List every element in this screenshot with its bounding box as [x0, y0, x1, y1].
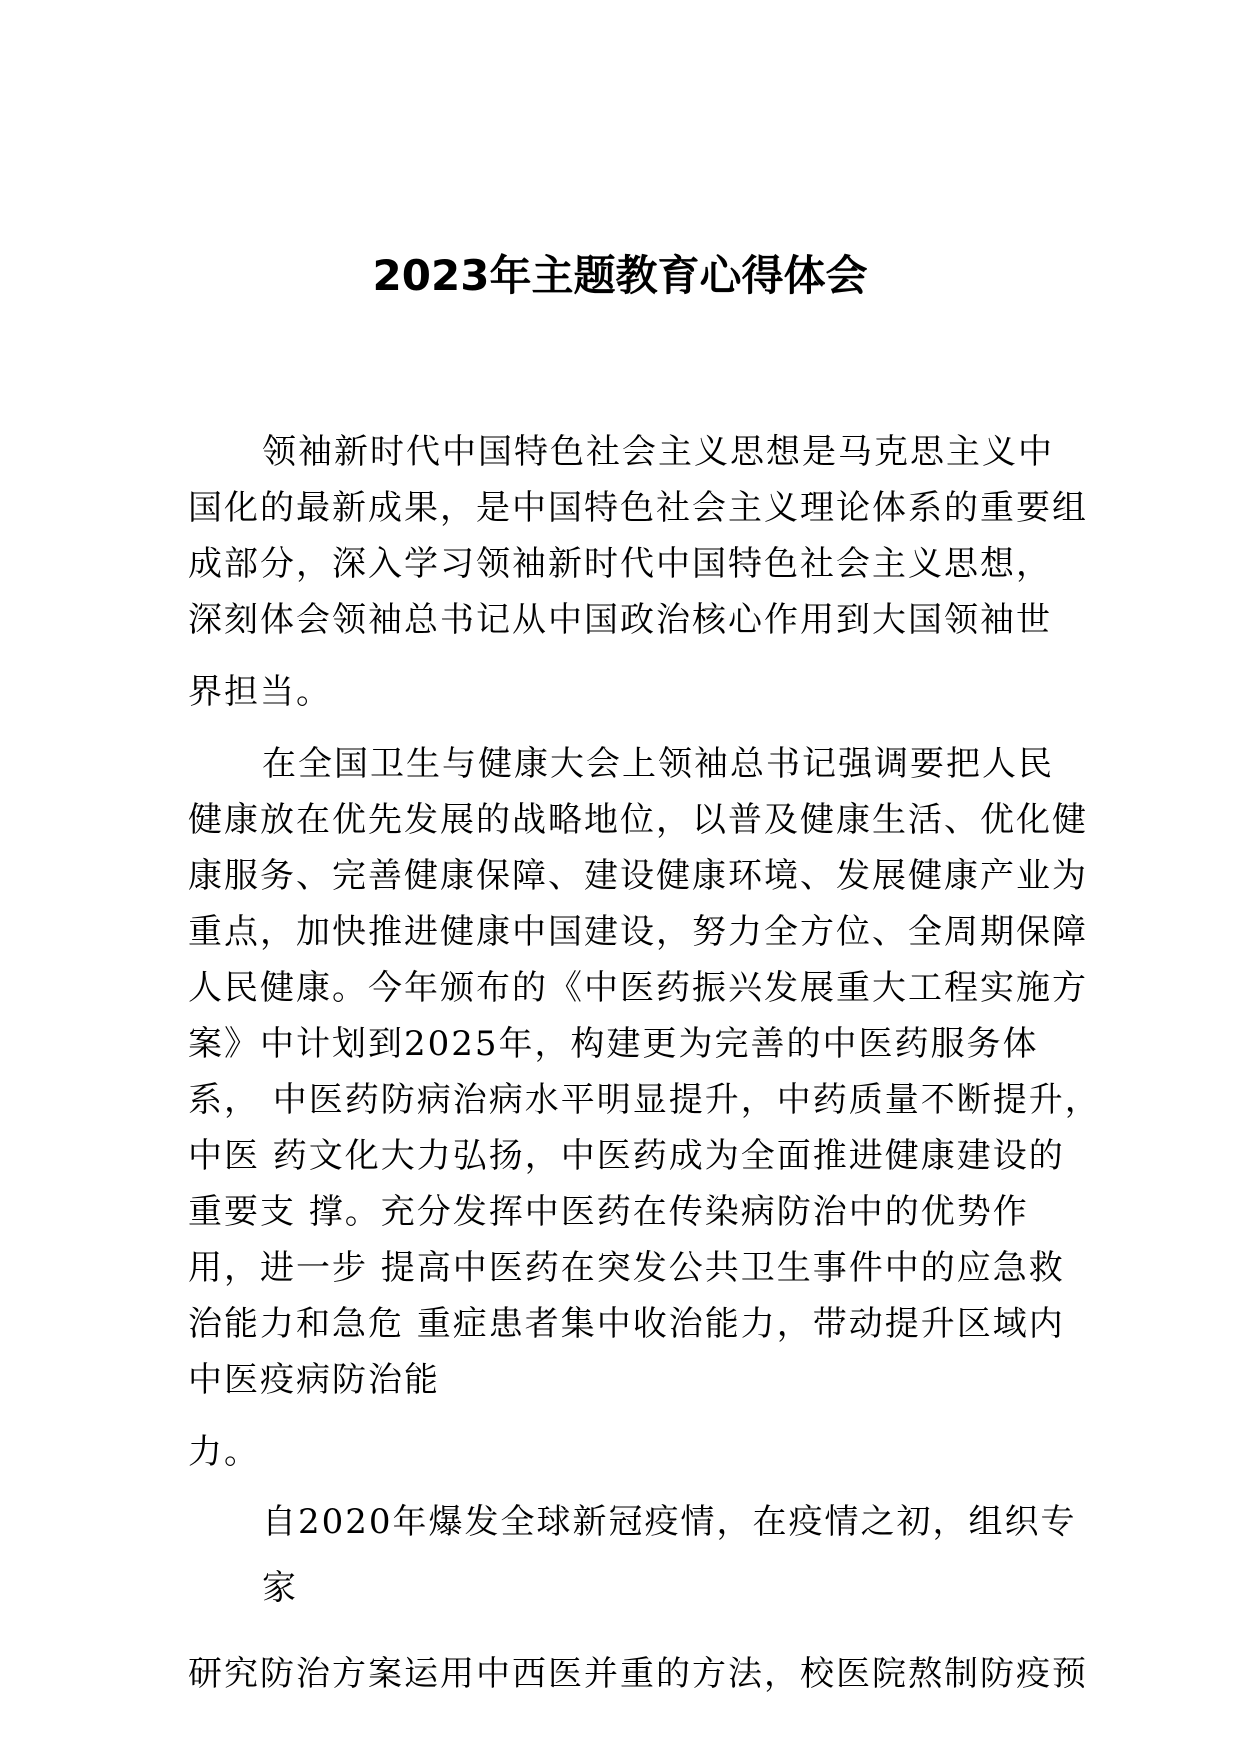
paragraph-1-line-3: 成部分，深入学习领袖新时代中国特色社会主义思想，	[188, 544, 1052, 584]
paragraph-2-line-12: 中医疫病防治能	[188, 1360, 440, 1400]
paragraph-2-line-11: 治能力和急危 重症患者集中收治能力，带动提升区域内	[188, 1304, 1065, 1344]
paragraph-2-line-8: 中医 药文化大力弘扬，中医药成为全面推进健康建设的	[188, 1136, 1065, 1176]
paragraph-1-line-1: 领袖新时代中国特色社会主义思想是马克思主义中	[262, 432, 1054, 472]
paragraph-1-line-5: 界担当。	[188, 672, 332, 712]
document-title: 2023年主题教育心得体会	[372, 251, 868, 300]
paragraph-3-line-2: 家	[262, 1568, 298, 1608]
paragraph-3-line-1: 自2020年爆发全球新冠疫情，在疫情之初，组织专	[262, 1502, 1077, 1542]
paragraph-2-line-1: 在全国卫生与健康大会上领袖总书记强调要把人民	[262, 744, 1054, 784]
paragraph-1-line-2: 国化的最新成果，是中国特色社会主义理论体系的重要组	[188, 488, 1088, 528]
paragraph-2-line-4: 重点，加快推进健康中国建设，努力全方位、全周期保障	[188, 912, 1088, 952]
paragraph-2-line-9: 重要支 撑。充分发挥中医药在传染病防治中的优势作	[188, 1192, 1029, 1232]
paragraph-2-line-10: 用，进一步 提高中医药在突发公共卫生事件中的应急救	[188, 1248, 1065, 1288]
paragraph-2-line-7: 系， 中医药防病治病水平明显提升，中药质量不断提升，	[188, 1080, 1101, 1120]
paragraph-2-line-6: 案》中计划到2025年，构建更为完善的中医药服务体	[188, 1024, 1039, 1064]
paragraph-3-line-3: 研究防治方案运用中西医并重的方法，校医院熬制防疫预	[188, 1654, 1088, 1694]
paragraph-2-line-5: 人民健康。今年颁布的《中医药振兴发展重大工程实施方	[188, 968, 1088, 1008]
paragraph-2-line-13: 力。	[188, 1432, 260, 1472]
paragraph-1-line-4: 深刻体会领袖总书记从中国政治核心作用到大国领袖世	[188, 600, 1052, 640]
paragraph-2-line-2: 健康放在优先发展的战略地位，以普及健康生活、优化健	[188, 800, 1088, 840]
paragraph-2-line-3: 康服务、完善健康保障、建设健康环境、发展健康产业为	[188, 856, 1088, 896]
